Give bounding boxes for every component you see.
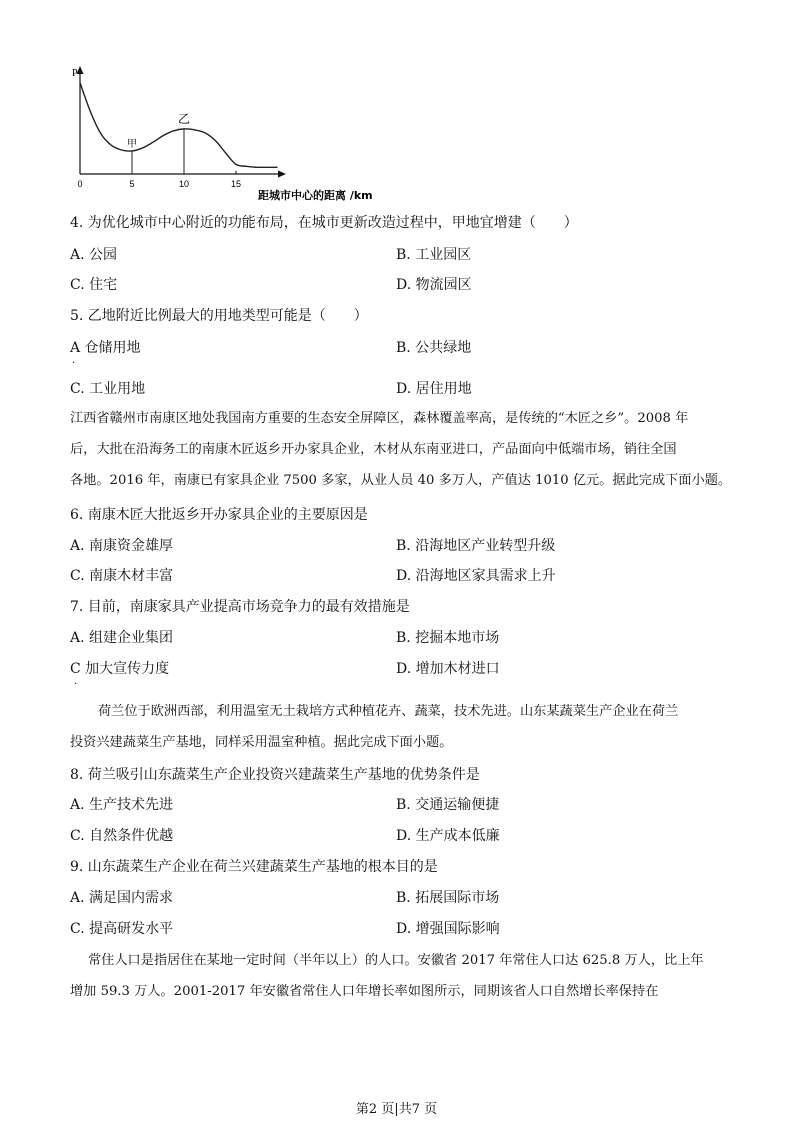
question-4-option-b[interactable]: B. 工业园区 <box>396 247 472 263</box>
stray-dot: · <box>72 358 76 369</box>
question-8-option-c[interactable]: C. 自然条件优越 <box>70 828 174 844</box>
x-tick-label: 0 <box>77 179 83 189</box>
passage-2-line-2: 投资兴建蔬菜生产基地，同样采用温室种植。据此完成下面小题。 <box>70 735 453 750</box>
question-9-option-a[interactable]: A. 满足国内需求 <box>70 890 174 906</box>
question-8-option-b[interactable]: B. 交通运输便捷 <box>396 797 500 813</box>
passage-1-line-1: 江西省赣州市南康区地处我国南方重要的生态安全屏障区，森林覆盖率高，是传统的“木匠之乡”。2008 年 <box>70 411 689 426</box>
question-8-option-d[interactable]: D. 生产成本低廉 <box>396 828 500 844</box>
question-7-option-d[interactable]: D. 增加木材进口 <box>396 661 500 677</box>
question-5-option-d[interactable]: D. 居住用地 <box>396 381 472 397</box>
question-7-option-b[interactable]: B. 挖掘本地市场 <box>396 630 500 646</box>
question-9-option-d[interactable]: D. 增强国际影响 <box>396 921 500 937</box>
question-5-option-c[interactable]: C. 工业用地 <box>70 381 146 397</box>
question-6-option-c[interactable]: C. 南康木材丰富 <box>70 568 174 584</box>
x-tick-label: 10 <box>178 179 190 189</box>
question-4-option-d[interactable]: D. 物流园区 <box>396 277 472 293</box>
passage-1-line-2: 后，大批在沿海务工的南康木匠返乡开办家具企业，木材从东南亚进口，产品面向中低端市场，销往全国 <box>70 442 677 457</box>
passage-3-line-1: 常住人口是指居住在某地一定时间（半年以上）的人口。安徽省 2017 年常住人口达 625.8 万人，比上年 <box>88 953 704 968</box>
question-8-option-a[interactable]: A. 生产技术先进 <box>70 797 174 813</box>
question-6-stem: 6. 南康木匠大批返乡开办家具企业的主要原因是 <box>70 507 368 523</box>
question-9-option-c[interactable]: C. 提高研发水平 <box>70 921 174 937</box>
passage-2-line-1: 荷兰位于欧洲西部，利用温室无土栽培方式种植花卉、蔬菜，技术先进。山东某蔬菜生产企业在荷兰 <box>98 704 679 719</box>
passage-1-line-3: 各地。2016 年，南康已有家具企业 7500 多家，从业人员 40 多万人，产值达 1010 亿元。据此完成下面小题。 <box>70 473 732 488</box>
question-5-option-b[interactable]: B. 公共绿地 <box>396 340 472 356</box>
stray-dot: · <box>74 679 78 690</box>
x-tick-label: 5 <box>129 179 135 189</box>
question-5-option-a[interactable]: A 仓储用地 <box>70 340 141 356</box>
y-axis-label: P <box>72 68 78 79</box>
question-7-option-a[interactable]: A. 组建企业集团 <box>70 630 174 646</box>
jia-label: 甲 <box>127 138 137 150</box>
question-7-option-c[interactable]: C 加大宣传力度 <box>70 661 170 677</box>
question-6-option-d[interactable]: D. 沿海地区家具需求上升 <box>396 568 556 584</box>
distance-chart <box>70 64 400 204</box>
question-4-stem: 4. 为优化城市中心附近的功能布局，在城市更新改造过程中，甲地宜增建（ ） <box>70 215 578 231</box>
question-6-option-a[interactable]: A. 南康资金雄厚 <box>70 538 174 554</box>
passage-3-line-2: 增加 59.3 万人。2001-2017 年安徽省常住人口年增长率如图所示，同期该省人口自然增长率保持在 <box>70 984 659 999</box>
question-9-option-b[interactable]: B. 拓展国际市场 <box>396 890 500 906</box>
x-axis-label: 距城市中心的距离 /km <box>258 189 373 202</box>
x-tick-label: 15 <box>230 179 242 189</box>
question-4-option-a[interactable]: A. 公园 <box>70 247 118 263</box>
question-5-stem: 5. 乙地附近比例最大的用地类型可能是（ ） <box>70 308 368 324</box>
question-7-stem: 7. 目前，南康家具产业提高市场竞争力的最有效措施是 <box>70 599 410 615</box>
x-axis-arrow <box>278 171 286 178</box>
question-6-option-b[interactable]: B. 沿海地区产业转型升级 <box>396 538 556 554</box>
yi-label: 乙 <box>177 111 191 126</box>
page-footer: 第2 页|共7 页 <box>355 1102 438 1117</box>
question-8-stem: 8. 荷兰吸引山东蔬菜生产企业投资兴建蔬菜生产基地的优势条件是 <box>70 767 480 783</box>
question-9-stem: 9. 山东蔬菜生产企业在荷兰兴建蔬菜生产基地的根本目的是 <box>70 859 438 875</box>
question-4-option-c[interactable]: C. 住宅 <box>70 277 118 293</box>
